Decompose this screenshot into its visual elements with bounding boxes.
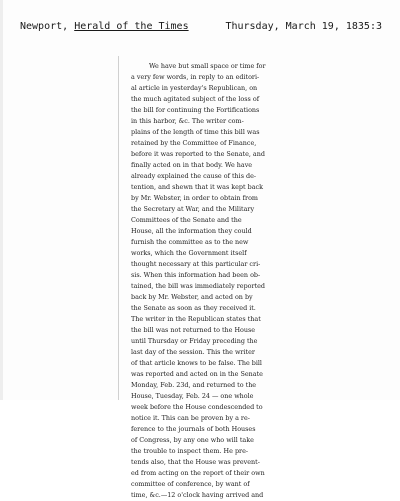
header-date: Thursday, March 19, 1835: — [225, 21, 376, 32]
article-line: was reported and acted on in the Senate — [131, 370, 263, 378]
header-right — [225, 21, 382, 32]
header-page-mark: 3 — [375, 21, 382, 32]
article-line: tained, the bill was immediately reported — [131, 282, 266, 290]
article-line: finally acted on in that body. We have — [131, 161, 253, 169]
article-line: House, all the information they could — [131, 227, 252, 235]
article-line: in this harbor, &c. The writer com- — [131, 117, 244, 125]
header-location: Newport, — [20, 21, 69, 32]
article-line: the bill for continuing the Fortifications — [131, 106, 260, 114]
article-line: tends also, that the House was prevent- — [131, 458, 260, 466]
article-line: notice it. This can be proven by a re- — [131, 414, 250, 422]
article-line: Committees of the Senate and the — [131, 216, 242, 224]
article-line: plains of the length of time this bill was — [131, 128, 260, 136]
article-line: time, &c.—12 o'clock having arrived and — [131, 491, 264, 499]
article-line: sis. When this information had been ob- — [131, 271, 261, 279]
article-line: before it was reported to the Senate, and — [131, 150, 265, 158]
article-line: furnish the committee as to the new — [131, 238, 249, 246]
article-line: The writer in the Republican states that — [131, 315, 261, 323]
scan-edge — [0, 0, 3, 400]
article-line: ference to the journals of both Houses — [131, 425, 256, 433]
article-line: the Senate as soon as they received it. — [131, 304, 256, 312]
article-line: already explained the cause of this de- — [131, 172, 257, 180]
article-line: Monday, Feb. 23d, and returned to the — [131, 381, 257, 389]
article-line: ed from acting on the report of their own — [131, 469, 265, 477]
article-line: retained by the Committee of Finance, — [131, 139, 257, 147]
article-line: works, which the Government itself — [131, 249, 247, 257]
article-line: the Secretary at War, and the Military — [131, 205, 255, 213]
article-line: committee of conference, by want of — [131, 480, 250, 488]
article-line: week before the House condescended to — [131, 403, 263, 411]
article-line: last day of the session. This the writer — [131, 348, 255, 356]
article-line: the trouble to inspect them. He pre- — [131, 447, 249, 455]
article-line: the much agitated subject of the loss of — [131, 95, 260, 103]
article-line: of that article knows to be false. The bill — [131, 359, 262, 367]
article-line: We have but small space or time for — [149, 62, 266, 70]
header-publication: Herald of the Times — [74, 21, 189, 32]
article-line: of Congress, by any one who will take — [131, 436, 254, 444]
article-line: until Thursday or Friday preceding the — [131, 337, 258, 345]
article-line: tention, and shewn that it was kept back — [131, 183, 263, 191]
newspaper-clipping — [118, 56, 277, 499]
article-line: al article in yesterday's Republican, on — [131, 84, 258, 92]
article-line: by Mr. Webster, in order to obtain from — [131, 194, 258, 202]
article-line: back by Mr. Webster, and acted on by — [131, 293, 253, 301]
article-line: the bill was not returned to the House — [131, 326, 256, 334]
article-line: House, Tuesday, Feb. 24 — one whole — [131, 392, 254, 400]
header-left — [20, 21, 189, 32]
article-line: thought necessary at this particular cri- — [131, 260, 261, 268]
article-line: a very few words, in reply to an editori- — [131, 73, 260, 81]
